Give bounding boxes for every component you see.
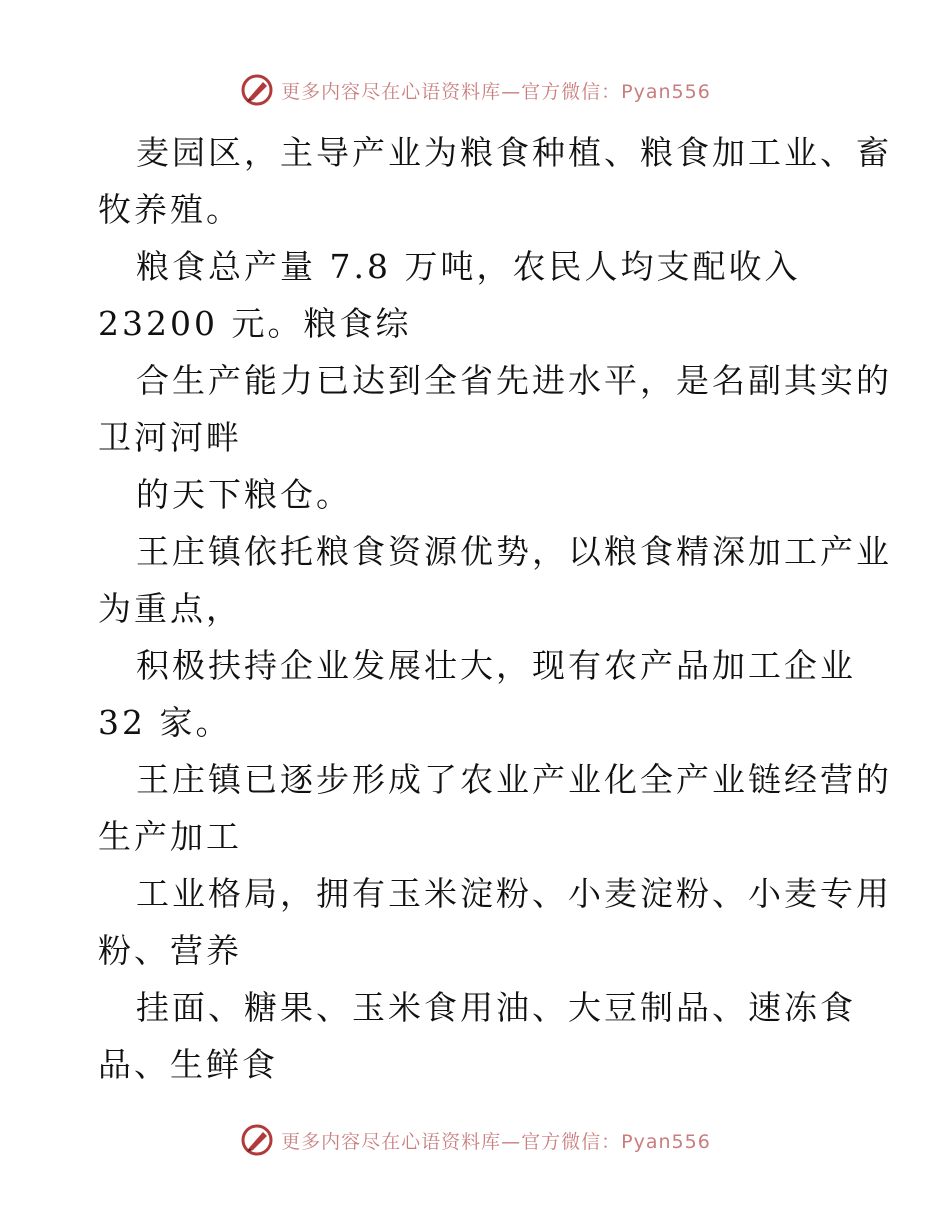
pen-logo-icon <box>239 1122 275 1158</box>
text-line: 粮食总产量 7.8 万吨，农民人均支配收入 <box>136 247 801 286</box>
text-line: 工业格局，拥有玉米淀粉、小麦淀粉、小麦专用 <box>136 874 892 913</box>
pen-logo-icon <box>239 72 275 108</box>
text-line: 牧养殖。 <box>98 190 242 229</box>
text-line: 为重点， <box>98 589 242 628</box>
footer-banner <box>0 1122 950 1158</box>
text-line: 品、生鲜食 <box>98 1045 278 1084</box>
header-banner-text: 更多内容尽在心语资料库—官方微信：Pyan556 <box>281 80 711 103</box>
footer-banner-text: 更多内容尽在心语资料库—官方微信：Pyan556 <box>281 1130 711 1153</box>
text-line: 的天下粮仓。 <box>136 475 352 514</box>
text-line: 合生产能力已达到全省先进水平，是名副其实的 <box>136 361 892 400</box>
text-line: 粉、营养 <box>98 931 242 970</box>
text-line: 生产加工 <box>98 817 242 856</box>
text-line: 王庄镇已逐步形成了农业产业化全产业链经营的 <box>136 760 892 799</box>
text-line: 积极扶持企业发展壮大，现有农产品加工企业 <box>136 646 856 685</box>
text-line: 麦园区，主导产业为粮食种植、粮食加工业、畜 <box>136 133 892 172</box>
text-line: 卫河河畔 <box>98 418 242 457</box>
document-body <box>98 124 892 1093</box>
text-line: 挂面、糖果、玉米食用油、大豆制品、速冻食 <box>136 988 856 1027</box>
header-banner <box>0 72 950 108</box>
text-line: 王庄镇依托粮食资源优势，以粮食精深加工产业 <box>136 532 892 571</box>
text-line: 23200 元。粮食综 <box>98 304 412 343</box>
text-line: 32 家。 <box>98 703 232 742</box>
